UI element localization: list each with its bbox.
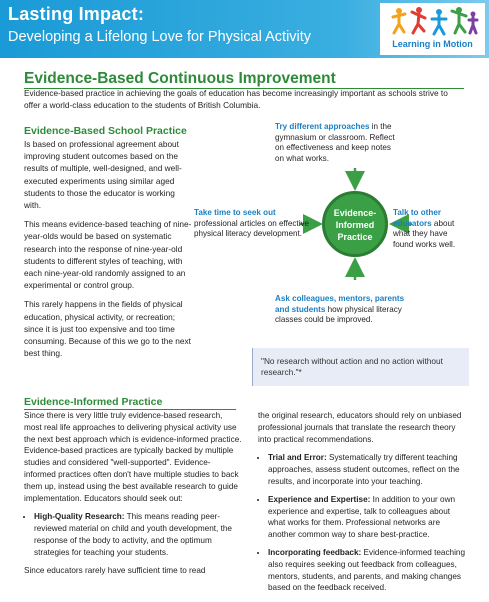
list-item [268, 494, 468, 541]
list-item [268, 547, 468, 594]
logo-text: Learning in Motion [392, 39, 473, 49]
header-subtitle: Developing a Lifelong Love for Physical Activity [8, 29, 312, 45]
informed-right-column [258, 410, 468, 600]
callout-left-bold: Take time to seek out [194, 208, 276, 217]
callout-top-bold: Try different approaches [275, 122, 370, 131]
main-heading: Evidence-Based Continuous Improvement [24, 70, 336, 87]
school-practice-text [24, 138, 194, 366]
informed-right-p1: the original research, educators should rely on unbiased professional journals that translate the research theory into practical recommendations. [258, 411, 462, 444]
informed-list-right [258, 452, 468, 594]
callout-top-rest: in the gymnasium or classroom. Reflect on effectiveness and keep notes on what works. [275, 122, 395, 163]
bullet3-rest: In addition to your own experience and expertise, talk to colleagues about what works for them. Professional networks are another common way to share best-practice. [268, 494, 456, 540]
informed-p2: Since educators rarely have sufficient time to read [24, 565, 206, 575]
school-practice-p3: This rarely happens in the fields of physical education, physical activity, or recreation; since it is just too expensive and too time consuming. Because of this we go to the next best thing. [24, 299, 191, 359]
header-title: Lasting Impact: [8, 4, 145, 24]
callout-left-rest: professional articles on effective physical literacy development. [194, 218, 310, 239]
quote-box [252, 348, 469, 386]
bullet2-rest: Systematically try different teaching approaches, assess student outcomes, reflect on the results, and incorporate into your teaching. [268, 453, 460, 486]
callout-bottom [275, 294, 410, 326]
informed-list-left [24, 511, 242, 558]
bullet4-bold: Incorporating feedback: [268, 547, 362, 557]
informed-left-column [24, 410, 242, 583]
informed-p1: Since there is very little truly evidence-based research, most real life approaches to delivering physical activity use the next best approach which is evidence-informed practice. Evidence-based practices are typically backed by multiple studies and considered "well-supported". Evidence-informed practices often don't have multiple studies to back them up, instead using the best available research to guide implementation. Educators should seek out: [24, 411, 242, 503]
circle-line-3: Practice [337, 232, 373, 242]
callout-bottom-bold: Ask colleagues, mentors, parents and students [275, 294, 405, 314]
bullet2-bold: Trial and Error: [268, 453, 327, 463]
list-item [268, 452, 468, 487]
callout-right-bold: Talk to other educators [393, 208, 441, 228]
callout-top [275, 122, 395, 164]
callout-right [393, 208, 469, 250]
bullet3-bold: Experience and Expertise: [268, 494, 371, 504]
bullet1-rest: This means reading peer-reviewed material on child and youth development, the response of the body to activity, and the optimum strategies for teaching your students. [34, 512, 232, 557]
bullet1-bold: High-Quality Research: [34, 512, 125, 522]
logo-figures-icon [389, 6, 479, 36]
quote-text: "No research without action and no action without research."* [261, 356, 443, 377]
intro-paragraph: Evidence-based practice in achieving the goals of education has become increasingly important as schools strive to offer a world-class education to the students of British Columbia. [24, 88, 448, 110]
circle-line-1: Evidence- [333, 208, 377, 218]
circle-line-2: Informed [335, 220, 375, 230]
evidence-informed-circle [322, 191, 388, 257]
callout-right-rest: about what they have found works well. [393, 218, 456, 249]
school-practice-p2: This means evidence-based teaching of nine-year-olds would be based on systematic research into the response of nine-year-old students to different styles of teaching, with each nine-year-old randomly assigned to an experimental or control group. [24, 219, 192, 291]
school-practice-heading: Evidence-Based School Practice [24, 125, 187, 137]
informed-heading: Evidence-Informed Practice [24, 396, 163, 408]
learning-in-motion-logo [380, 3, 485, 55]
circle-label [325, 207, 385, 243]
header-banner [0, 0, 489, 58]
bullet4-rest: Evidence-informed teaching also requires seeking out feedback from colleagues, mentors, students, and parents, and making changes based on the feedback received. [268, 547, 466, 593]
list-item [34, 511, 242, 558]
callout-bottom-rest: how physical literacy classes could be improved. [275, 304, 402, 325]
school-practice-p1: Is based on professional agreement about improving student outcomes based on the results of multiple, well-designed, and well-executed experiments using similar aged students to those the educator is working with. [24, 139, 182, 211]
callout-left [194, 208, 314, 240]
